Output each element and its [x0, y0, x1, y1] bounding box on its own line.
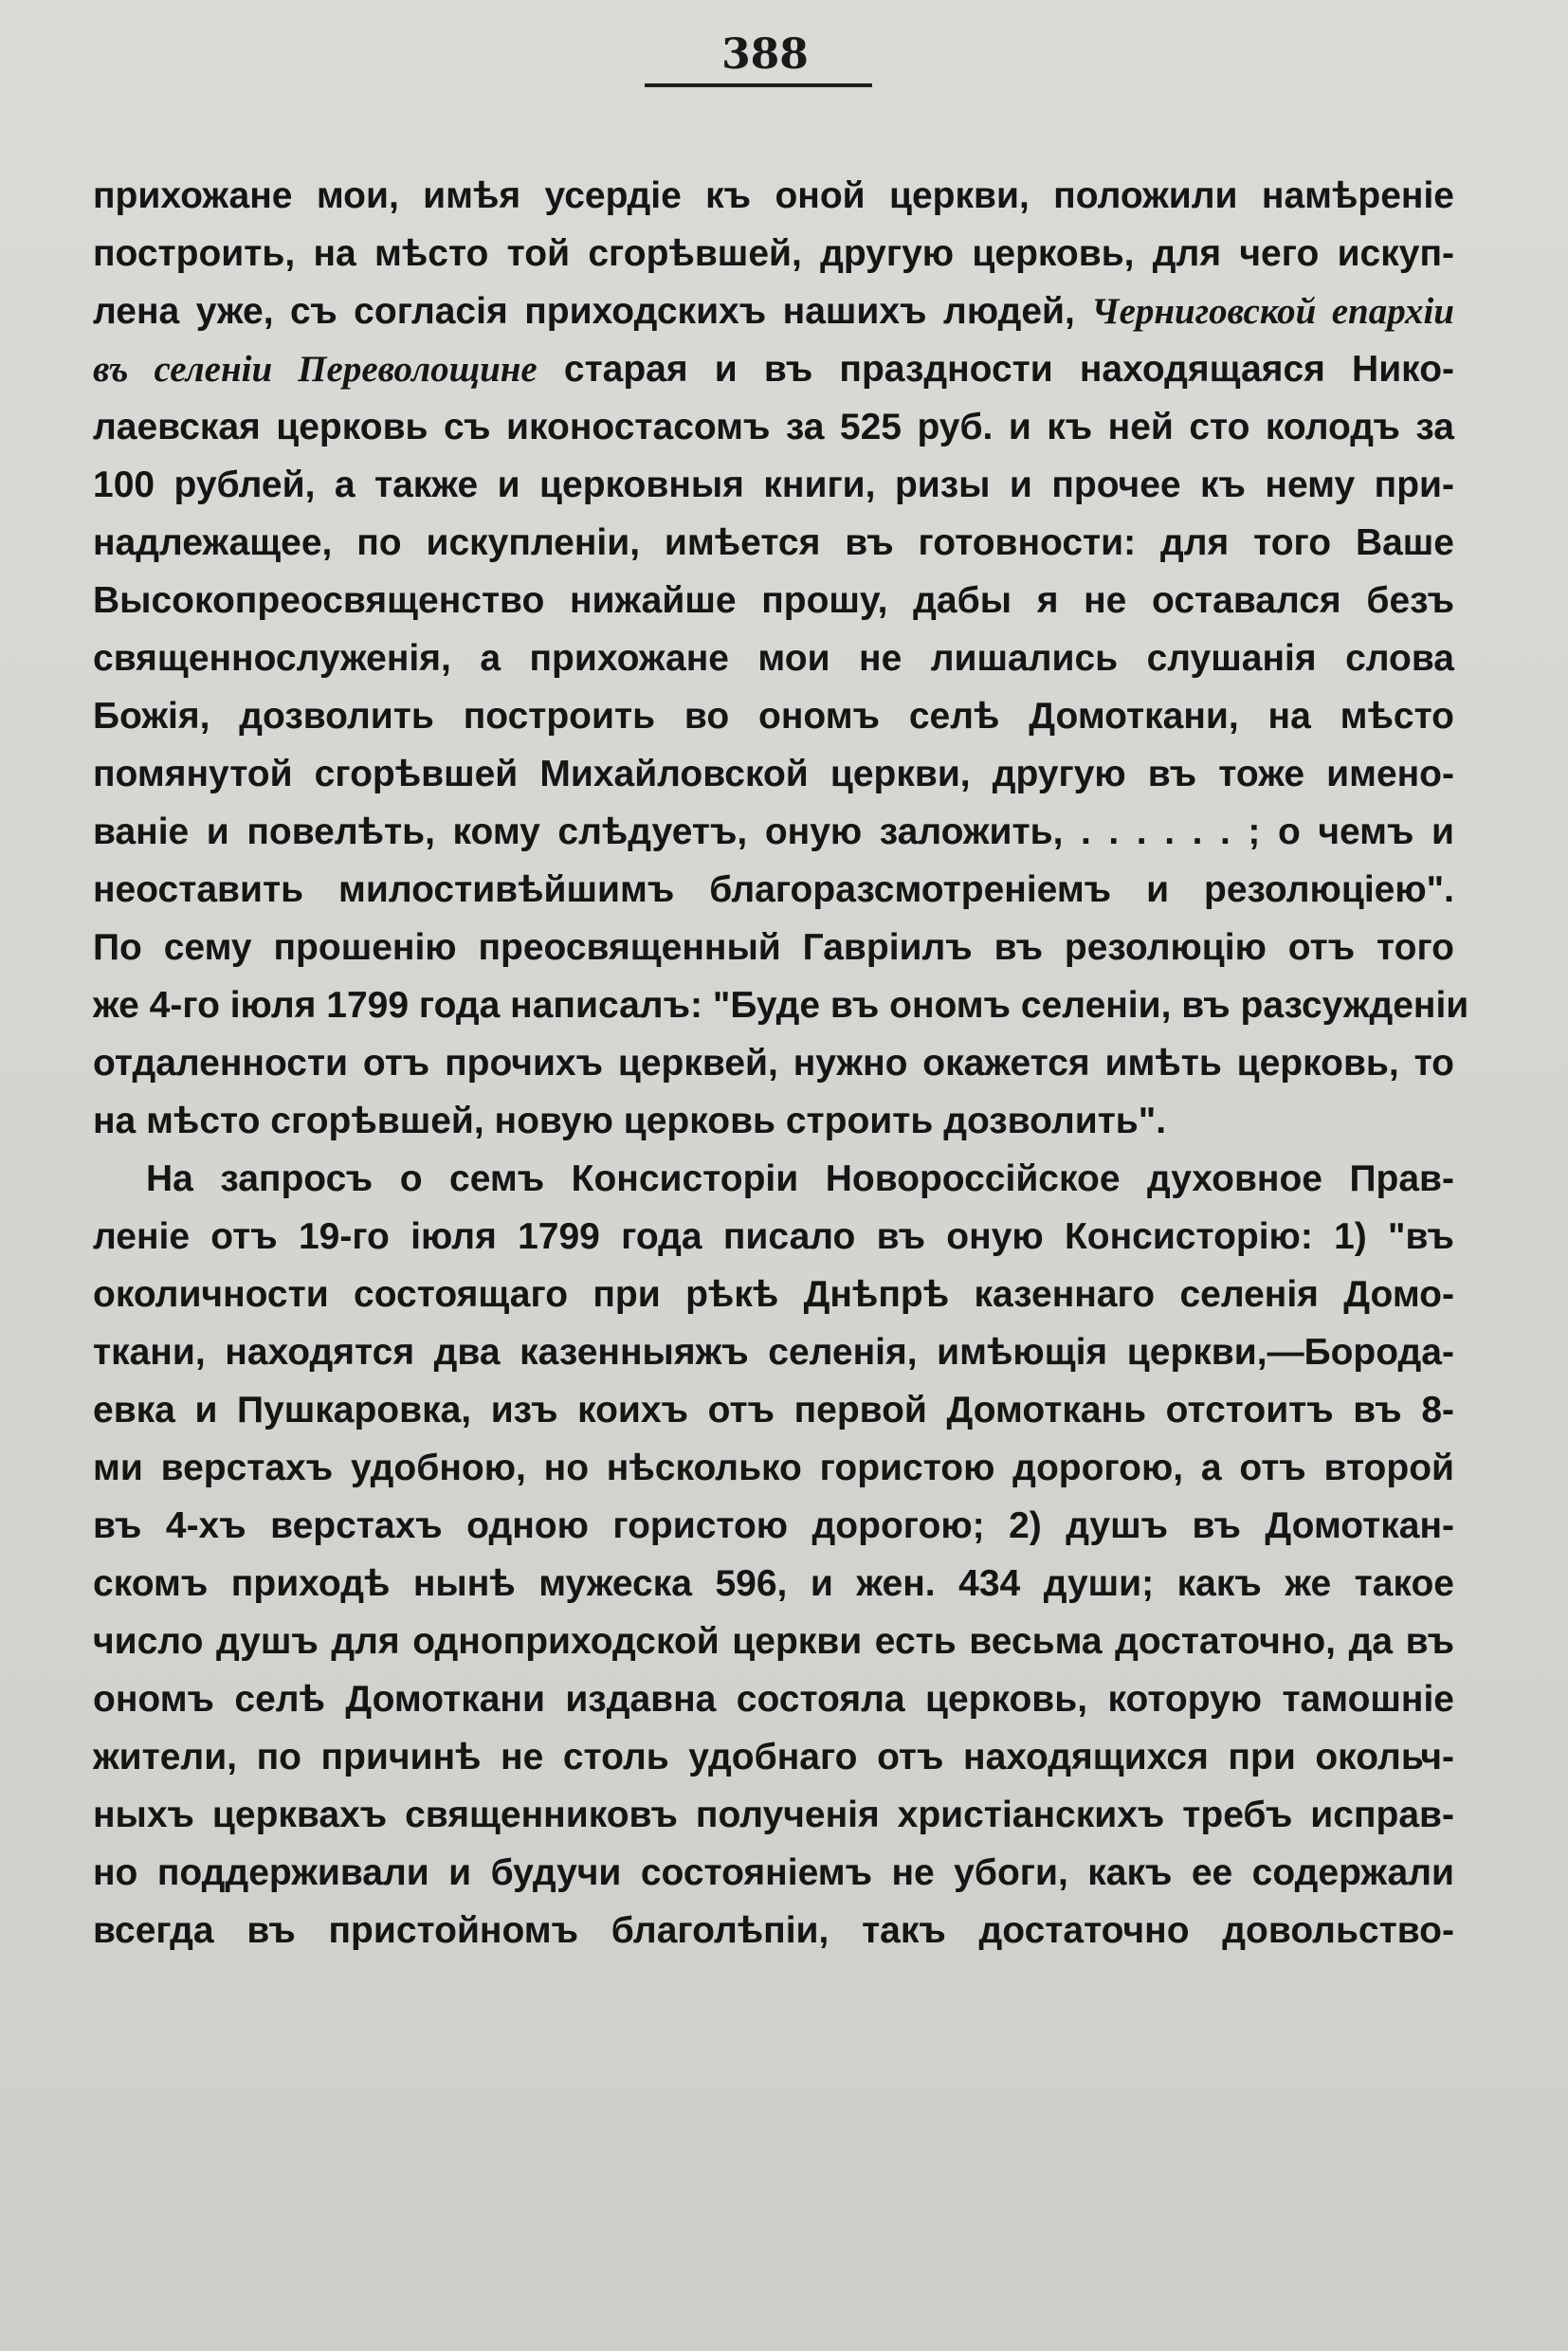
text-line-segment: лена уже, съ согласія приходскихъ нашихъ людей,	[93, 291, 1075, 332]
text-line: священнослуженія, а прихожане мои не лишались слушанія слова	[93, 638, 1454, 679]
text-line: надлежащее, по искупленіи, имѣется въ готовности: для того Ваше	[93, 522, 1454, 563]
text-line: построить, на мѣсто той сгорѣвшей, другую церковь, для чего искуп-	[93, 233, 1454, 274]
text-line: же 4-го іюля 1799 года написалъ: "Буде въ ономъ селеніи, въ разсужденіи	[93, 985, 1469, 1026]
text-line: ваніе и повелѣть, кому слѣдуетъ, оную заложить, . . . . . . ; о чемъ и	[93, 811, 1454, 852]
text-line: ткани, находятся два казенныяжъ селенія, имѣющія церкви,—Борода-	[93, 1332, 1454, 1373]
text-line: на мѣсто сгорѣвшей, новую церковь строить дозволить".	[93, 1101, 1167, 1141]
text-line	[93, 282, 1454, 340]
text-line: ми верстахъ удобною, но нѣсколько гористою дорогою, а отъ второй	[93, 1448, 1454, 1488]
paragraph-first-line: На запросъ о семъ Консисторіи Новороссійское духовное Прав-	[146, 1158, 1454, 1199]
italic-place-name: въ селеніи Переволощине	[93, 349, 538, 390]
text-line: Высокопреосвященство нижайше прошу, дабы я не оставался безъ	[93, 580, 1454, 621]
text-line: жители, по причинѣ не столь удобнаго отъ находящихся при окольч-	[93, 1737, 1454, 1777]
text-line: Божія, дозволить построить во ономъ селѣ Домоткани, на мѣсто	[93, 696, 1454, 737]
text-line: неоставить милостивѣйшимъ благоразсмотреніемъ и резолюціею".	[93, 869, 1454, 910]
text-line	[93, 340, 1454, 398]
body-text	[93, 167, 1469, 1959]
text-line: отдаленности отъ прочихъ церквей, нужно окажется имѣть церковь, то	[93, 1043, 1454, 1084]
text-line: лаевская церковь съ иконостасомъ за 525 руб. и къ ней сто колодъ за	[93, 407, 1454, 447]
italic-place-name: Черниговской епархіи	[1091, 291, 1454, 332]
text-line: помянутой сгорѣвшей Михайловской церкви, другую въ тоже имено-	[93, 754, 1454, 794]
text-line-segment: старая и въ праздности находящаяся Нико-	[563, 349, 1454, 390]
text-line: число душъ для одноприходской церкви есть весьма достаточно, да въ	[93, 1621, 1454, 1662]
text-line: всегда въ пристойномъ благолѣпіи, такъ достаточно довольство-	[93, 1910, 1454, 1951]
text-line: евка и Пушкаровка, изъ коихъ отъ первой Домоткань отстоитъ въ 8-	[93, 1390, 1454, 1431]
text-line: ономъ селѣ Домоткани издавна состояла церковь, которую тамошніе	[93, 1679, 1454, 1720]
text-line: въ 4-хъ верстахъ одною гористою дорогою; 2) душъ въ Домоткан-	[93, 1505, 1454, 1546]
text-line: но поддерживали и будучи состояніемъ не убоги, какъ ее содержали	[93, 1852, 1454, 1893]
text-line: ныхъ церквахъ священниковъ полученія христіанскихъ требъ исправ-	[93, 1795, 1454, 1835]
text-line: скомъ приходѣ нынѣ мужеска 596, и жен. 434 души; какъ же такое	[93, 1563, 1454, 1604]
page-number-rule	[645, 83, 872, 87]
text-line: околичности состоящаго при рѣкѣ Днѣпрѣ казеннаго селенія Домо-	[93, 1274, 1454, 1315]
text-line: 100 рублей, а также и церковныя книги, ризы и прочее къ нему при-	[93, 465, 1454, 505]
page-number: 388	[721, 30, 809, 79]
text-line: леніе отъ 19-го іюля 1799 года писало въ оную Консисторію: 1) "въ	[93, 1216, 1454, 1257]
text-line: прихожане мои, имѣя усердіе къ оной церкви, положили намѣреніе	[93, 175, 1454, 216]
text-line: По сему прошенію преосвященный Гавріилъ въ резолюцію отъ того	[93, 927, 1454, 968]
